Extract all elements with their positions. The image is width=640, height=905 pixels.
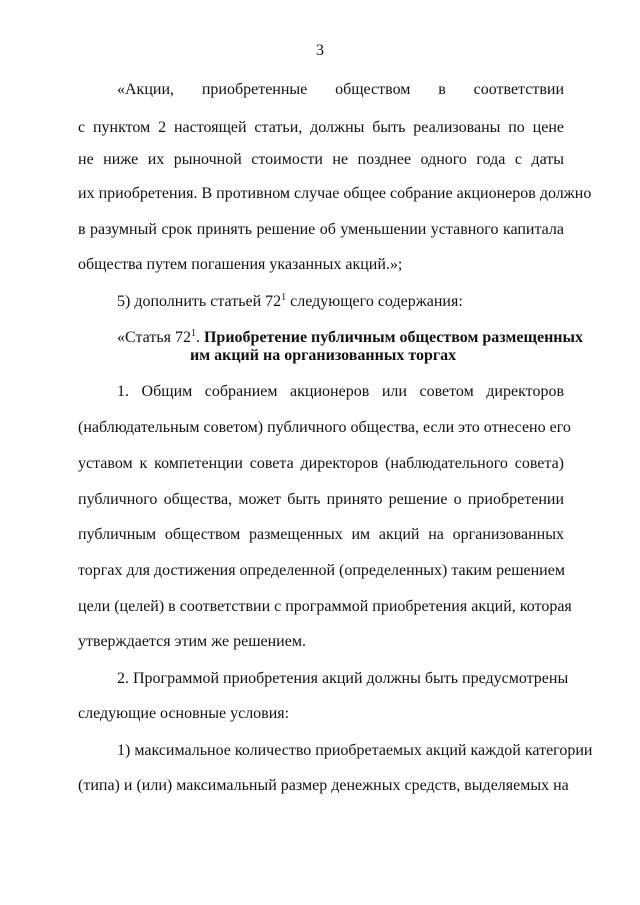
clause1-line-4: публичного общества, может быть принято решение о приобретении	[78, 491, 564, 508]
clause1-line-2: (наблюдательным советом) публичного общества, если это отнесено его	[78, 419, 571, 436]
article-superscript: 1	[190, 328, 196, 339]
article-title-line-2: им акций на организованных торгах	[190, 347, 457, 364]
page-number: 3	[316, 42, 324, 59]
subitem1-line-1: 1) максимальное количество приобретаемых акций каждой категории	[117, 742, 593, 759]
article-dot: .	[195, 329, 204, 346]
clause2-line-1: 2. Программой приобретения акций должны быть предусмотрены	[117, 670, 569, 687]
clause1-line-3: уставом к компетенции совета директоров (наблюдательного совета)	[78, 455, 564, 472]
para1-line-2: с пунктом 2 настоящей статьи, должны быть реализованы по цене	[78, 119, 564, 136]
para1-line-4: их приобретения. В противном случае общее собрание акционеров должно	[78, 185, 592, 202]
para1-line-3: не ниже их рыночной стоимости не позднее одного года с даты	[78, 151, 564, 168]
clause2-line-2: следующие основные условия:	[78, 705, 290, 722]
clause1-line-6: торгах для достижения определенной (определенных) таким решением	[78, 562, 565, 579]
item5-text-after: следующего содержания:	[286, 293, 463, 310]
para1-line-6: общества путем погашения указанных акций.»;	[78, 256, 403, 273]
para1-line-1: «Акции, приобретенные обществом в соответствии	[117, 81, 564, 98]
article-title-line-1: Приобретение публичным обществом размещенных	[203, 329, 584, 346]
clause1-line-8: утверждается этим же решением.	[78, 633, 306, 650]
clause1-line-7: цели (целей) в соответствии с программой приобретения акций, которая	[78, 598, 572, 615]
article-heading	[117, 328, 583, 348]
item5-superscript: 1	[281, 292, 287, 303]
clause1-line-5: публичным обществом размещенных им акций на организованных	[78, 526, 564, 543]
clause1-line-1: 1. Общим собранием акционеров или советом директоров	[117, 383, 564, 400]
item5-line	[117, 292, 564, 312]
item5-text-before: 5) дополнить статьей 72	[117, 293, 282, 310]
article-prefix: «Статья 72	[117, 329, 191, 346]
subitem1-line-2: (типа) и (или) максимальный размер денежных средств, выделяемых на	[78, 777, 569, 794]
para1-line-5: в разумный срок принять решение об уменьшении уставного капитала	[78, 221, 564, 238]
